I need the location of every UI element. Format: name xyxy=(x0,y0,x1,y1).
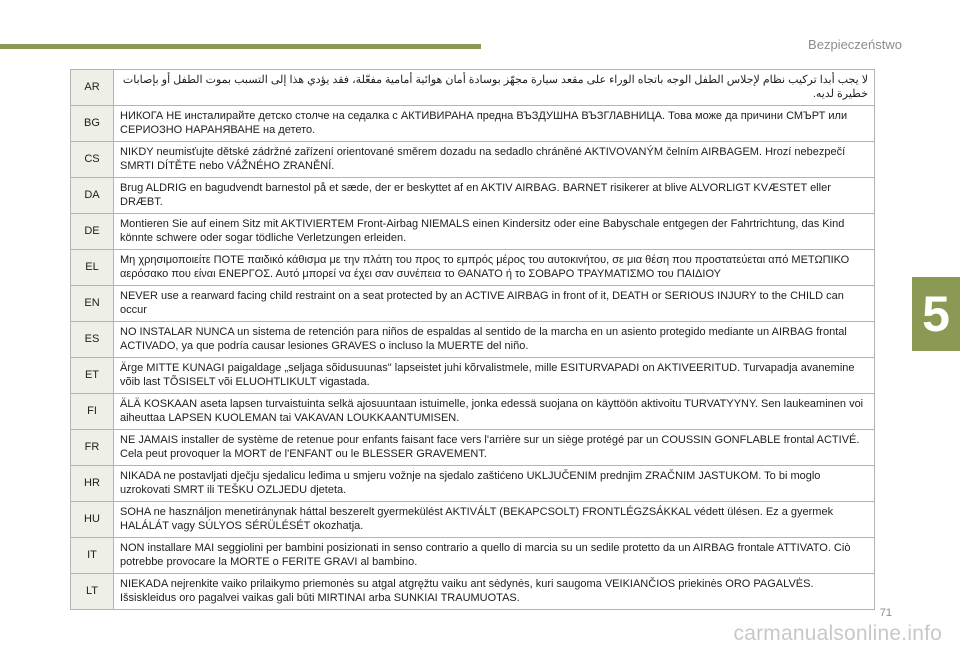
warning-text: NIEKADA nejrenkite vaiko prilaikymo priemonės su atgal atgręžtu vaiku ant sėdynės, kuri saugoma VEIKIANČIOS priekinės ORO PAGALVĖS. Išsiskleidus oro pagalvei vaikas gali būti MIRTINAI arba SUNKIAI TRAUMUOTAS. xyxy=(114,574,875,610)
header-rule xyxy=(0,44,481,49)
table-row xyxy=(71,502,875,538)
table-row xyxy=(71,286,875,322)
language-code: DA xyxy=(71,178,114,214)
language-code: FR xyxy=(71,430,114,466)
language-code: IT xyxy=(71,538,114,574)
chapter-tab: 5 xyxy=(912,277,960,351)
warning-text: НИКОГА НЕ инсталирайте детско столче на седалка с АКТИВИРАНА предна ВЪЗДУШНА ВЪЗГЛАВНИЦА. Това може да причини СМЪРТ или СЕРИОЗНО НАРАНЯВАНЕ на детето. xyxy=(114,106,875,142)
language-code: CS xyxy=(71,142,114,178)
table-row xyxy=(71,322,875,358)
warning-text: Brug ALDRIG en bagudvendt barnestol på et sæde, der er beskyttet af en AKTIV AIRBAG. BARNET risikerer at blive ALVORLIGT KVÆSTET eller DRÆBT. xyxy=(114,178,875,214)
table-row xyxy=(71,214,875,250)
language-code: ES xyxy=(71,322,114,358)
table-row xyxy=(71,250,875,286)
table-row xyxy=(71,430,875,466)
warning-text: NO INSTALAR NUNCA un sistema de retención para niños de espaldas al sentido de la marcha en un asiento protegido mediante un AIRBAG frontal ACTIVADO, ya que podría causar lesiones GRAVES o incluso la MUERTE del niño. xyxy=(114,322,875,358)
warning-text: Ärge MITTE KUNAGI paigaldage „seljaga sõidusuunas" lapseistet juhi kõrvalistmele, mille ESITURVAPADI on AKTIVEERITUD. Turvapadja avanemine võib last TÕSISELT või ELUOHTLIKULT vigastada. xyxy=(114,358,875,394)
language-code: BG xyxy=(71,106,114,142)
language-code: FI xyxy=(71,394,114,430)
language-code: ET xyxy=(71,358,114,394)
warning-text: NIKADA ne postavljati dječju sjedalicu leđima u smjeru vožnje na sjedalo zaštićeno UKLJUČENIM prednjim ZRAČNIM JASTUKOM. To bi moglo uzrokovati SMRT ili TEŠKU OZLJEDU djeteta. xyxy=(114,466,875,502)
table-row xyxy=(71,70,875,106)
table-row xyxy=(71,106,875,142)
warning-text: NIKDY neumisťujte dětské zádržné zařízení orientované směrem dozadu na sedadlo chráněné AKTIVOVANÝM čelním AIRBAGEM. Hrozí nebezpečí SMRTI DÍTĚTE nebo VÁŽNÉHO ZRANĚNÍ. xyxy=(114,142,875,178)
warning-text: NE JAMAIS installer de système de retenue pour enfants faisant face vers l'arrière sur un siège protégé par un COUSSIN GONFLABLE frontal ACTIVÉ. Cela peut provoquer la MORT de l'ENFANT ou le BLESSER GRAVEMENT. xyxy=(114,430,875,466)
language-code: EN xyxy=(71,286,114,322)
table-row xyxy=(71,574,875,610)
watermark: carmanualsonline.info xyxy=(733,622,942,645)
language-code: HR xyxy=(71,466,114,502)
section-title: Bezpieczeństwo xyxy=(808,37,902,52)
warning-translations-table xyxy=(70,69,875,610)
page-number: 71 xyxy=(879,607,892,619)
table-row xyxy=(71,394,875,430)
warning-text: لا يجب أبدا تركيب نظام لإجلاس الطفل الوجه باتجاه الوراء على مقعد سيارة مجهّز بوسادة أمان هوائية أمامية مفعّلة، فقد يؤدي هذا إلى التسبب بموت الطفل أو بإصابات خطيرة لديه. xyxy=(114,70,875,106)
language-code: DE xyxy=(71,214,114,250)
table-row xyxy=(71,358,875,394)
language-code: EL xyxy=(71,250,114,286)
warning-text: NON installare MAI seggiolini per bambini posizionati in senso contrario a quello di marcia su un sedile protetto da un AIRBAG frontale ATTIVATO. Ciò potrebbe provocare la MORTE o FERITE GRAVI al bambino. xyxy=(114,538,875,574)
warning-text: NEVER use a rearward facing child restraint on a seat protected by an ACTIVE AIRBAG in front of it, DEATH or SERIOUS INJURY to the CHILD can occur xyxy=(114,286,875,322)
warning-text: SOHA ne használjon menetiránynak háttal beszerelt gyermekülést AKTIVÁLT (BEKAPCSOLT) FRONTLÉGZSÁKKAL védett ülésen. Ez a gyermek HALÁLÁT vagy SÚLYOS SÉRÜLÉSÉT okozhatja. xyxy=(114,502,875,538)
table-row xyxy=(71,538,875,574)
warning-text: Montieren Sie auf einem Sitz mit AKTIVIERTEM Front-Airbag NIEMALS einen Kindersitz oder eine Babyschale entgegen der Fahrtrichtung, das Kind könnte schwere oder sogar tödliche Verletzungen erleiden. xyxy=(114,214,875,250)
language-code: HU xyxy=(71,502,114,538)
table-row xyxy=(71,142,875,178)
language-code: LT xyxy=(71,574,114,610)
language-code: AR xyxy=(71,70,114,106)
warning-text: Μη χρησιμοποιείτε ΠΟΤΕ παιδικό κάθισμα με την πλάτη του προς το εμπρός μέρος του αυτοκινήτου, σε μια θέση που προστατεύεται από ΜΕΤΩΠΙΚΟ αερόσακο που είναι ΕΝΕΡΓΟΣ. Αυτό μπορεί να έχει σαν συνέπεια το ΘΑΝΑΤΟ ή το ΣΟΒΑΡΟ ΤΡΑΥΜΑΤΙΣΜΟ του ΠΑΙΔΙΟΥ xyxy=(114,250,875,286)
warning-text: ÄLÄ KOSKAAN aseta lapsen turvaistuinta selkä ajosuuntaan istuimelle, jonka edessä suojana on käyttöön aktivoitu TURVATYYNY. Sen laukeaminen voi aiheuttaa LAPSEN KUOLEMAN tai VAKAVAN LOUKKAANTUMISEN. xyxy=(114,394,875,430)
table-row xyxy=(71,466,875,502)
table-row xyxy=(71,178,875,214)
